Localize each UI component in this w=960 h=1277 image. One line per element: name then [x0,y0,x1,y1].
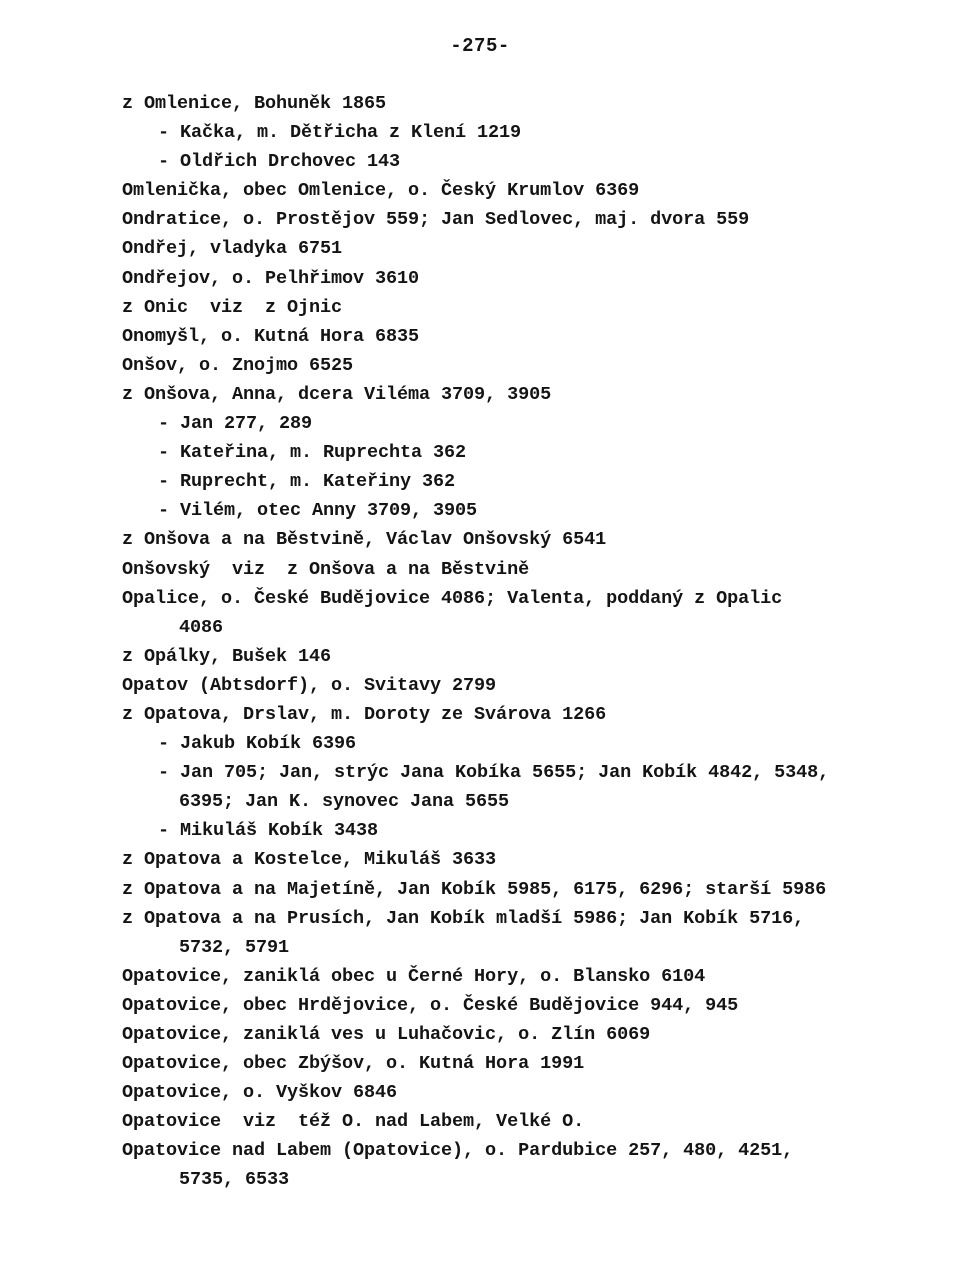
index-entry: z Opatova, Drslav, m. Doroty ze Svárova 1266 [122,703,607,725]
index-subentry: - Kačka, m. Dětřicha z Klení 1219 [158,122,522,144]
index-entry: Opatovice, o. Vyškov 6846 [122,1082,398,1104]
index-entry: Opatovice viz též O. nad Labem, Velké O. [122,1111,585,1133]
index-subentry: 5732, 5791 [179,936,290,958]
index-subentry: - Kateřina, m. Ruprechta 362 [158,442,467,464]
index-subentry: - Jan 705; Jan, strýc Jana Kobíka 5655; Jan Kobík 4842, 5348, [158,762,830,784]
index-entry: Opatovice, zaniklá ves u Luhačovic, o. Zlín 6069 [122,1024,651,1045]
index-entry: Onšovský viz z Onšova a na Běstvině [122,558,530,580]
index-subentry: - Jakub Kobík 6396 [158,733,357,755]
index-entry: z Opálky, Bušek 146 [122,645,332,667]
index-subentry: - Jan 277, 289 [158,413,313,435]
index-entry: Opatov (Abtsdorf), o. Svitavy 2799 [122,674,497,696]
index-subentry: - Vilém, otec Anny 3709, 3905 [158,500,478,522]
index-entry: Onomyšl, o. Kutná Hora 6835 [122,325,420,347]
index-subentry: - Ruprecht, m. Kateřiny 362 [158,471,456,493]
index-subentry: - Mikuláš Kobík 3438 [158,820,379,842]
index-entry: z Omlenice, Bohuněk 1865 [122,93,387,114]
index-entry: z Opatova a Kostelce, Mikuláš 3633 [122,849,497,871]
index-entry: Ondratice, o. Prostějov 559; Jan Sedlovec, maj. dvora 559 [122,209,750,231]
index-entry: Ondřej, vladyka 6751 [122,238,343,260]
index-entry: Opatovice nad Labem (Opatovice), o. Pardubice 257, 480, 4251, [122,1140,794,1162]
index-entry: z Opatova a na Majetíně, Jan Kobík 5985, 6175, 6296; starší 5986 [122,878,827,900]
index-entry: Ondřejov, o. Pelhřimov 3610 [122,267,420,289]
index-entry: Onšov, o. Znojmo 6525 [122,354,354,376]
index-entry: Opalice, o. České Budějovice 4086; Valenta, poddaný z Opalic [122,587,783,609]
index-entry: Opatovice, zaniklá obec u Černé Hory, o. Blansko 6104 [122,965,706,987]
index-subentry: 5735, 6533 [179,1169,290,1191]
page-number: -275- [450,35,510,57]
index-subentry: 6395; Jan K. synovec Jana 5655 [179,791,510,813]
index-entry: z Opatova a na Prusích, Jan Kobík mladší 5986; Jan Kobík 5716, [122,907,805,929]
index-entries [122,89,902,1195]
index-subentry: - Oldřich Drchovec 143 [158,151,401,173]
index-entry: Opatovice, obec Hrdějovice, o. České Budějovice 944, 945 [122,994,739,1016]
index-entry: Opatovice, obec Zbýšov, o. Kutná Hora 1991 [122,1053,585,1075]
index-subentry: 4086 [179,616,224,638]
index-entry: Omlenička, obec Omlenice, o. Český Krumlov 6369 [122,180,640,202]
index-entry: z Onic viz z Ojnic [122,296,343,318]
index-entry: z Onšova, Anna, dcera Viléma 3709, 3905 [122,383,552,405]
index-entry: z Onšova a na Běstvině, Václav Onšovský 6541 [122,529,607,551]
